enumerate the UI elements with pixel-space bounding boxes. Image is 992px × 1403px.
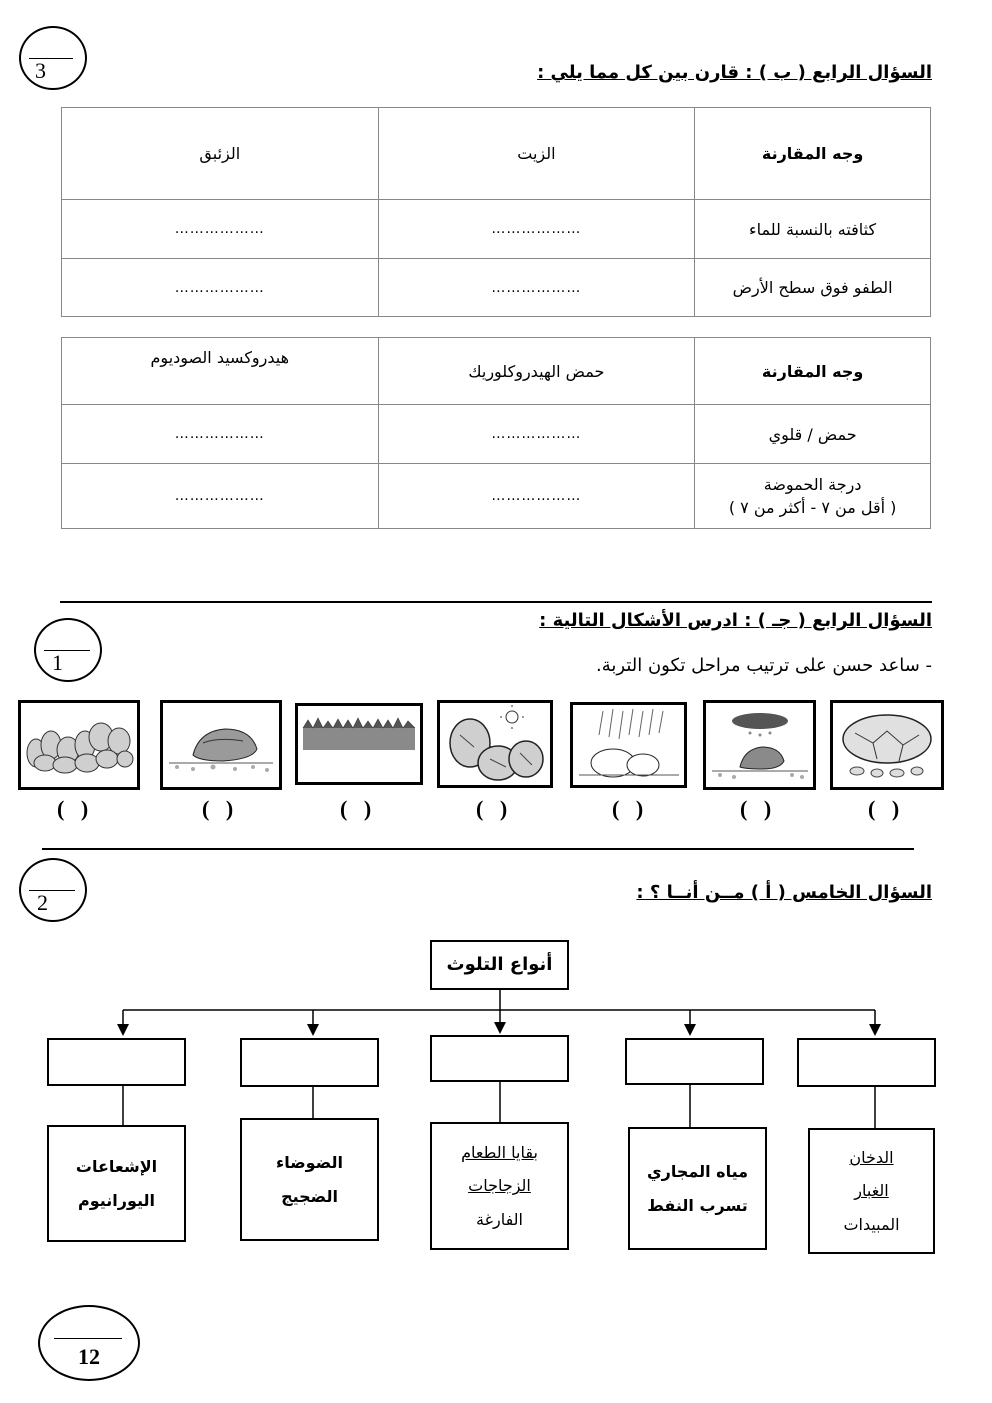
- leaf-text: الضوضاء: [276, 1153, 343, 1173]
- table1-header-oil: الزيت: [378, 108, 695, 200]
- answer-box[interactable]: [625, 1038, 764, 1085]
- stage-image-large-rock: [160, 700, 282, 790]
- table2-row2-label: [695, 464, 931, 529]
- leaf-waste: [430, 1122, 569, 1250]
- table1-header-mercury: الزئبق: [62, 108, 379, 200]
- q5-heading: السؤال الخامس ( أ ) مــن أنــا ؟ :: [636, 882, 932, 903]
- table2-row1-label: حمض / قلوي: [695, 405, 931, 464]
- answer-blank[interactable]: ………………: [62, 405, 379, 464]
- q4c-instruction: - ساعد حسن على ترتيب مراحل تكون التربة.: [596, 655, 932, 676]
- leaf-text: تسرب النفط: [647, 1195, 748, 1215]
- answer-parens[interactable]: ( ): [202, 796, 234, 821]
- score-q5: 2: [37, 890, 48, 915]
- stage-image-cracked-rock: [830, 700, 944, 790]
- score-q4b: 3: [35, 58, 46, 83]
- q4b-heading: السؤال الرابع ( ب ) : قارن بين كل مما يلي :: [537, 62, 932, 83]
- table1-row1-label: كثافته بالنسبة للماء: [695, 200, 931, 259]
- leaf-text: الفارغة: [476, 1209, 523, 1229]
- answer-box[interactable]: [47, 1038, 186, 1086]
- stage-image-rocks-sun: [437, 700, 553, 788]
- stage-image-soil: [295, 703, 423, 785]
- score-q4c: 1: [52, 650, 63, 675]
- answer-blank[interactable]: ………………: [378, 405, 695, 464]
- answer-blank[interactable]: ………………: [378, 200, 695, 259]
- leaf-radiation: [47, 1125, 186, 1242]
- table1-row2-label: الطفو فوق سطح الأرض: [695, 259, 931, 317]
- stage-image-pebbles: [18, 700, 140, 790]
- answer-blank[interactable]: ………………: [378, 259, 695, 317]
- table1-header-aspect: وجه المقارنة: [695, 108, 931, 200]
- answer-parens[interactable]: ( ): [476, 796, 508, 821]
- answer-box[interactable]: [430, 1035, 569, 1082]
- score-oval-q5: [19, 858, 87, 922]
- pebbles-pile-icon: [21, 703, 137, 787]
- table2-header-naoh: هيدروكسيد الصوديوم: [62, 338, 379, 405]
- leaf-text: الإشعاعات: [75, 1157, 158, 1177]
- answer-parens[interactable]: ( ): [340, 796, 372, 821]
- answer-parens[interactable]: ( ): [868, 796, 900, 821]
- leaf-text: المبيدات: [843, 1214, 900, 1234]
- leaf-air: [808, 1128, 935, 1254]
- soil-layer-icon: [298, 706, 420, 782]
- score-oval-q4c: [34, 618, 102, 682]
- ph-note: ( أقل من ٧ - أكثر من ٧ ): [728, 498, 897, 517]
- q4c-heading: السؤال الرابع ( جـ ) : ادرس الأشكال التالية :: [539, 610, 932, 631]
- answer-parens[interactable]: ( ): [740, 796, 772, 821]
- score-oval-q4b: [19, 26, 87, 90]
- leaf-noise: [240, 1118, 379, 1241]
- page-number-oval: [38, 1305, 140, 1381]
- rock-rain-icon: [573, 705, 684, 785]
- answer-blank[interactable]: ………………: [62, 200, 379, 259]
- rock-cloud-icon: [706, 703, 813, 787]
- large-rock-icon: [163, 703, 279, 787]
- answer-box[interactable]: [240, 1038, 379, 1087]
- leaf-text: مياه المجاري: [646, 1162, 749, 1182]
- leaf-text: الغبار: [854, 1181, 889, 1201]
- stage-image-rock-rain: [570, 702, 687, 788]
- page-number: 12: [78, 1344, 100, 1369]
- stage-image-rock-cloud: [703, 700, 816, 790]
- leaf-text: اليورانيوم: [77, 1190, 156, 1210]
- section-divider: [60, 601, 932, 603]
- answer-parens[interactable]: ( ): [612, 796, 644, 821]
- answer-parens[interactable]: ( ): [57, 796, 89, 821]
- cracked-rock-icon: [833, 703, 941, 787]
- comparison-table-acid-base: [61, 337, 931, 529]
- answer-blank[interactable]: ………………: [62, 464, 379, 529]
- table2-header-aspect: وجه المقارنة: [695, 338, 931, 405]
- leaf-text: الضجيج: [281, 1186, 338, 1206]
- leaf-text: الزجاجات: [468, 1176, 531, 1196]
- section-divider: [42, 848, 914, 850]
- answer-blank[interactable]: ………………: [378, 464, 695, 529]
- answer-blank[interactable]: ………………: [62, 259, 379, 317]
- table2-header-hcl: حمض الهيدروكلوريك: [378, 338, 695, 405]
- comparison-table-oil-mercury: [61, 107, 931, 317]
- answer-box[interactable]: [797, 1038, 936, 1087]
- ph-label: درجة الحموضة: [763, 475, 862, 494]
- leaf-text: بقايا الطعام: [461, 1143, 538, 1163]
- tree-root-label: أنواع التلوث: [446, 954, 553, 976]
- tree-root: [430, 940, 569, 990]
- leaf-water: [628, 1127, 767, 1250]
- leaf-text: الدخان: [849, 1148, 894, 1168]
- rocks-sun-icon: [440, 703, 550, 785]
